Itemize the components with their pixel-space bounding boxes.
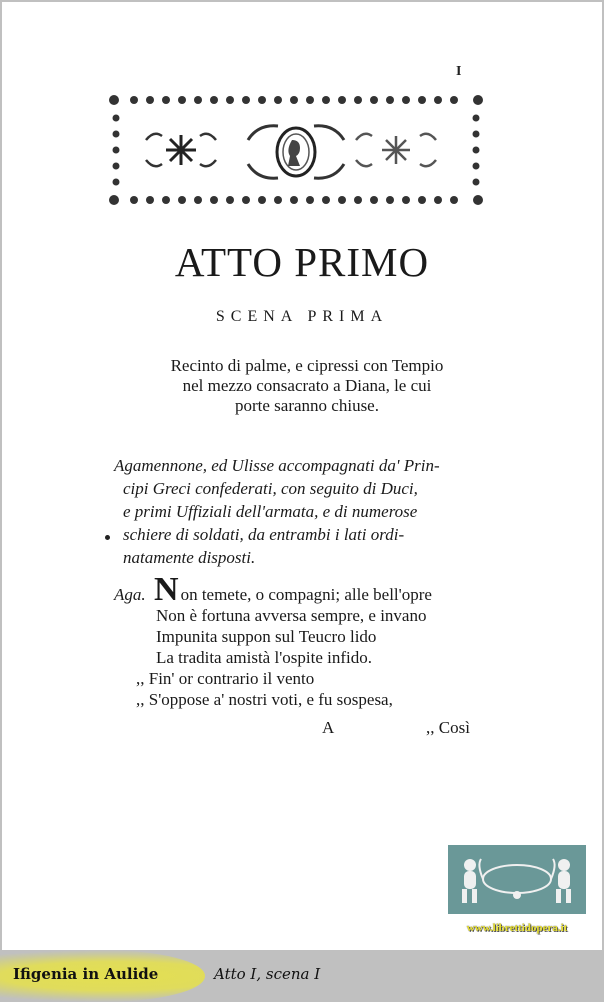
verse-line: Non è fortuna avversa sempre, e invano — [156, 606, 427, 625]
characters-line: natamente disposti. — [123, 548, 256, 567]
drop-cap: N — [154, 571, 179, 608]
fleuron-row-bottom — [109, 195, 483, 205]
characters-line: cipi Greci confederati, con seguito di Duci, — [123, 479, 418, 498]
verse-block — [114, 571, 514, 710]
characters-description — [114, 454, 514, 569]
verse-text: on temete, o compagni; alle bell'opre — [180, 585, 432, 604]
fleuron-column-left — [113, 115, 120, 186]
setting-line: porte saranno chiuse. — [235, 396, 379, 415]
catchword: ,, Così — [426, 718, 470, 737]
document-page — [2, 2, 602, 950]
opera-title: Ifigenia in Aulide — [13, 965, 159, 983]
setting-line: Recinto di palme, e cipressi con Tempio — [170, 356, 444, 375]
characters-line: e primi Uffiziali dell'armata, e di numerose — [123, 502, 418, 521]
quoted-verse-line: ,, S'oppose a' nostri voti, e fu sospesa, — [136, 690, 393, 709]
signature-mark: A — [322, 718, 335, 737]
cherubs-wreath-logo-icon — [448, 845, 586, 914]
stage-setting — [102, 356, 512, 416]
page-number: I — [456, 64, 462, 79]
section-label: Atto I, scena I — [214, 965, 321, 983]
decorative-ornament-border-icon — [106, 92, 486, 208]
footer-bar — [0, 950, 604, 1002]
scene-heading: SCENA PRIMA — [215, 308, 389, 325]
verse-line: La tradita amistà l'ospite infido. — [156, 648, 372, 667]
speaker-label: Aga. — [114, 585, 146, 604]
verse-line: Impunita suppon sul Teucro lido — [156, 627, 377, 646]
act-heading: ATTO PRIMO — [174, 239, 430, 285]
setting-line: nel mezzo consacrato a Diana, le cui — [182, 376, 432, 395]
ink-speck — [105, 535, 110, 540]
fleuron-row-top — [109, 95, 483, 105]
verse-first-line — [114, 571, 514, 608]
fleuron-column-right — [473, 115, 480, 186]
quoted-verse-line: ,, Fin' or contrario il vento — [136, 669, 315, 688]
librettidopera-logo[interactable] — [448, 845, 586, 914]
website-link[interactable]: www.librettidopera.it — [466, 922, 568, 934]
characters-line: Agamennone, ed Ulisse accompagnati da' Prin- — [114, 456, 440, 475]
characters-line: schiere di soldati, da entrambi i lati ordi- — [123, 525, 405, 544]
